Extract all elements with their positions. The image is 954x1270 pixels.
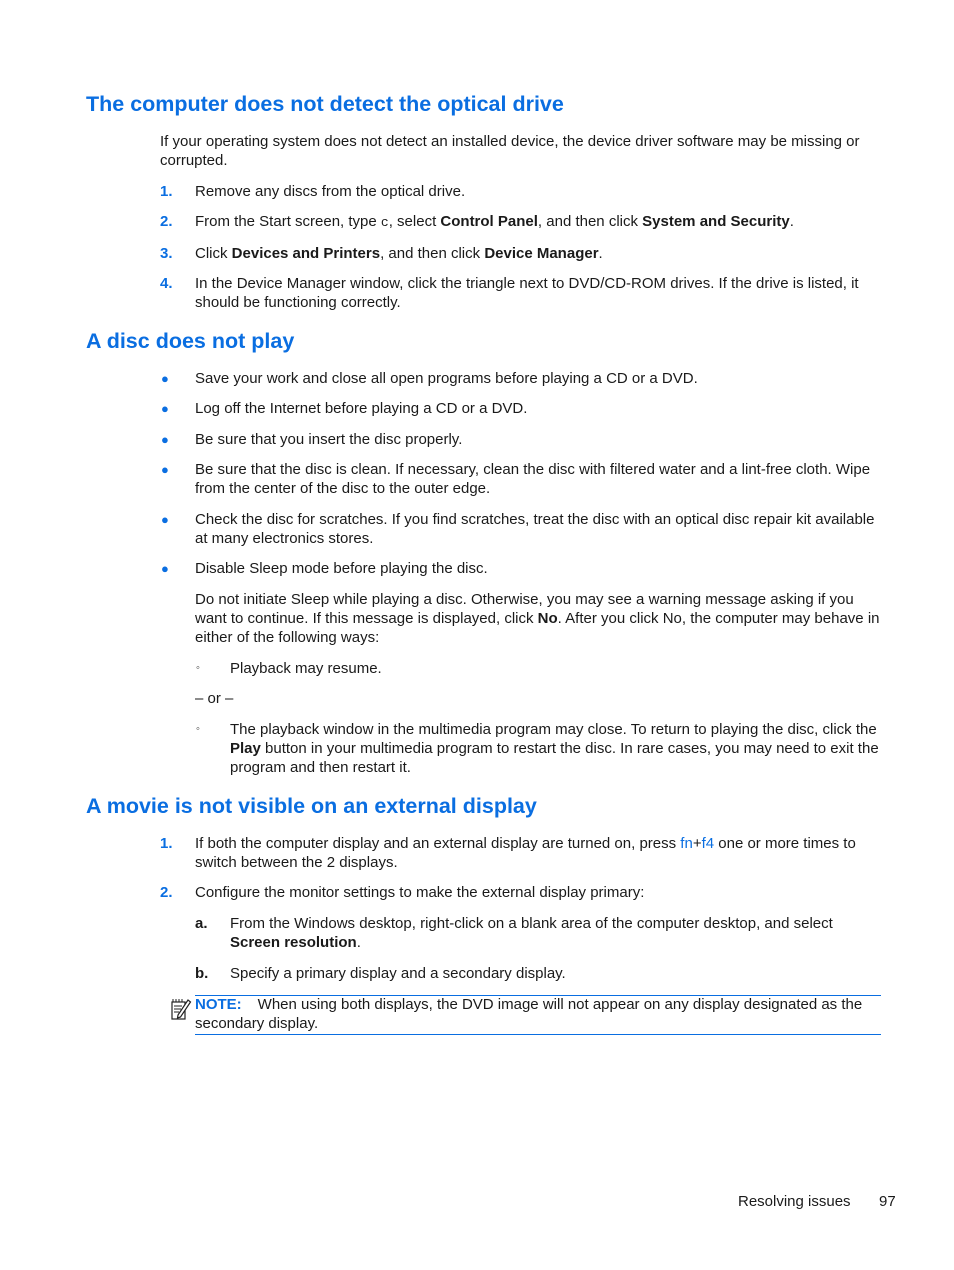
ui-term: Screen resolution (230, 934, 357, 951)
footer-section-title: Resolving issues (738, 1193, 851, 1210)
step-text: Remove any discs from the optical drive. (195, 183, 466, 200)
step-number: 3. (160, 245, 173, 262)
page-number: 97 (879, 1193, 896, 1210)
sleep-paragraph: Do not initiate Sleep while playing a disc. Otherwise, you may see a warning message asking if you want to continue. If this message is displayed, click No. After you click No, the computer may behave in either of the following ways: (195, 591, 880, 646)
key-f4: f4 (701, 835, 715, 852)
sub-step-text: Specify a primary display and a secondary display. (230, 965, 566, 982)
section-heading-optical-drive: The computer does not detect the optical drive (86, 92, 564, 116)
ui-term: Play (230, 740, 261, 757)
note-bottom-rule (195, 1034, 881, 1035)
step-text: From the Start screen, type c, select Control Panel, and then click System and Security. (195, 213, 794, 230)
step-text: In the Device Manager window, click the triangle next to DVD/CD-ROM drives. If the drive is listed, it should be functioning correctly. (195, 275, 859, 311)
sub-bullet-icon: ◦ (196, 723, 200, 735)
intro-paragraph: If your operating system does not detect an installed device, the device driver software may be missing or corrupted. (160, 133, 860, 169)
bullet-icon: ● (161, 561, 169, 576)
step-text: Click Devices and Printers, and then click Device Manager. (195, 245, 603, 262)
sub-bullet-text: The playback window in the multimedia program may close. To return to playing the disc, click the Play button in your multimedia program to restart the disc. In rare cases, you may need to exit the program and then restart it. (230, 721, 879, 776)
ui-term: Devices and Printers (231, 245, 381, 262)
note-text: NOTE: When using both displays, the DVD image will not appear on any display designated as the secondary display. (195, 996, 863, 1032)
sub-step-text: From the Windows desktop, right-click on a blank area of the computer desktop, and select Screen resolution. (230, 915, 833, 951)
step-number: 4. (160, 275, 173, 292)
inline-code: c (380, 215, 389, 230)
bullet-icon: ● (161, 462, 169, 477)
key-fn: fn (680, 835, 693, 852)
ui-term: Control Panel (440, 213, 538, 230)
step-number: 1. (160, 835, 173, 852)
sub-bullet-icon: ◦ (196, 662, 200, 674)
bullet-icon: ● (161, 401, 169, 416)
ui-term: No (537, 610, 558, 627)
step-text: Configure the monitor settings to make the external display primary: (195, 884, 645, 901)
bullet-icon: ● (161, 512, 169, 527)
note-icon (170, 997, 192, 1021)
sub-step-letter: b. (195, 965, 209, 982)
step-number: 2. (160, 213, 173, 230)
section-heading-disc-not-play: A disc does not play (86, 329, 295, 353)
note-label: NOTE: (195, 996, 242, 1013)
bullet-text: Be sure that you insert the disc properly. (195, 431, 463, 448)
section-heading-movie-external-display: A movie is not visible on an external display (86, 794, 537, 818)
bullet-text: Save your work and close all open programs before playing a CD or a DVD. (195, 370, 698, 387)
step-number: 1. (160, 183, 173, 200)
bullet-text: Disable Sleep mode before playing the disc. (195, 560, 488, 577)
bullet-icon: ● (161, 371, 169, 386)
or-separator: – or – (195, 690, 234, 707)
ui-term: Device Manager (484, 245, 599, 262)
sub-bullet-text: Playback may resume. (230, 660, 382, 677)
bullet-text: Be sure that the disc is clean. If necessary, clean the disc with filtered water and a lint-free cloth. Wipe from the center of the disc to the outer edge. (195, 461, 871, 497)
ui-term: System and Security (642, 213, 790, 230)
bullet-text: Check the disc for scratches. If you find scratches, treat the disc with an optical disc repair kit available at many electronics stores. (195, 511, 875, 547)
sub-step-letter: a. (195, 915, 208, 932)
bullet-icon: ● (161, 432, 169, 447)
bullet-text: Log off the Internet before playing a CD or a DVD. (195, 400, 528, 417)
step-number: 2. (160, 884, 173, 901)
step-text: If both the computer display and an external display are turned on, press fn+f4 one or more times to switch between the 2 displays. (195, 835, 856, 871)
